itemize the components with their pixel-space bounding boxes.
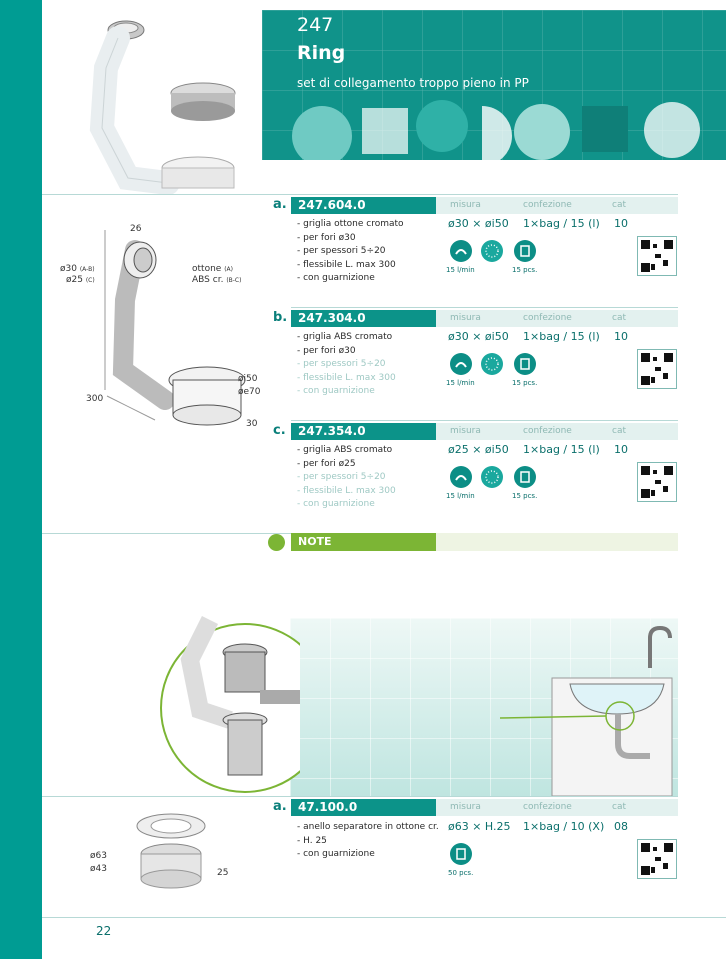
- product-b-features: [297, 331, 396, 399]
- divider: [42, 533, 291, 534]
- feature: - per spessori 5÷20: [297, 358, 396, 372]
- feature: - con guarnizione: [297, 848, 439, 862]
- dim-300: 300: [86, 394, 104, 404]
- product-c-flow: 15 l/min: [446, 492, 475, 500]
- feature: - con guarnizione: [297, 498, 396, 512]
- col-confezione: confezione: [523, 802, 572, 812]
- col-cat: cat: [612, 313, 626, 323]
- hero-shapes: [262, 96, 726, 160]
- bag-icon: [514, 240, 536, 262]
- accessory-cat: 08: [614, 820, 628, 833]
- product-a-misura: ø30 × øi50: [448, 217, 509, 230]
- series-subtitle: set di collegamento troppo pieno in PP: [297, 76, 529, 90]
- detail-zoom: [160, 600, 300, 800]
- product-b-code: 247.304.0: [291, 310, 436, 327]
- product-a-pcs: 15 pcs.: [512, 266, 538, 274]
- product-a-letter: a.: [273, 197, 287, 212]
- product-b-cat: 10: [614, 330, 628, 343]
- product-a-features: [297, 218, 404, 286]
- accessory-code: 47.100.0: [291, 799, 436, 816]
- col-misura: misura: [450, 802, 481, 812]
- feature: - per spessori 5÷20: [297, 471, 396, 485]
- label-d30: ø30 (A-B): [60, 264, 95, 274]
- product-b-misura: ø30 × øi50: [448, 330, 509, 343]
- label-d25: ø25 (C): [66, 275, 95, 285]
- product-b-letter: b.: [273, 310, 288, 325]
- divider: [42, 194, 678, 195]
- ring-photo: [125, 812, 220, 892]
- feature: - H. 25: [297, 835, 439, 849]
- feature: - flessibile L. max 300: [297, 485, 396, 499]
- bag-icon: [450, 843, 472, 865]
- divider: [291, 307, 678, 308]
- col-cat: cat: [612, 200, 626, 210]
- col-misura: misura: [450, 200, 481, 210]
- feature: - con guarnizione: [297, 385, 396, 399]
- accessory-confezione: 1×bag / 10 (X): [523, 820, 605, 833]
- page-number: 22: [96, 924, 112, 938]
- col-confezione: confezione: [523, 200, 572, 210]
- label-d43: ø43: [90, 864, 107, 874]
- feature: - griglia ABS cromato: [297, 444, 396, 458]
- divider: [291, 420, 678, 421]
- feature: - griglia ABS cromato: [297, 331, 396, 345]
- accessory-features: [297, 821, 439, 862]
- col-cat: cat: [612, 802, 626, 812]
- qr-code[interactable]: [637, 349, 677, 389]
- product-photo: [88, 8, 258, 198]
- feature: - per spessori 5÷20: [297, 245, 404, 259]
- accessory-misura: ø63 × H.25: [448, 820, 511, 833]
- product-c-cat: 10: [614, 443, 628, 456]
- footer-divider: [42, 917, 726, 918]
- dim-25: 25: [217, 868, 229, 878]
- accessory-letter: a.: [273, 799, 287, 814]
- product-c-confezione: 1×bag / 15 (l): [523, 443, 600, 456]
- label-d63: ø63: [90, 851, 107, 861]
- label-ottone: ottone (A): [192, 264, 233, 274]
- col-confezione: confezione: [523, 426, 572, 436]
- product-b-confezione: 1×bag / 15 (l): [523, 330, 600, 343]
- note-label: NOTE: [291, 533, 436, 551]
- tiles: [290, 618, 678, 796]
- label-de70: øe70: [238, 387, 261, 397]
- hero-header: [262, 10, 726, 160]
- product-b-pcs: 15 pcs.: [512, 379, 538, 387]
- bag-icon: [514, 353, 536, 375]
- side-strip: [0, 0, 42, 959]
- feature: - per fori ø25: [297, 458, 396, 472]
- accessory-pcs: 50 pcs.: [448, 869, 474, 877]
- qr-code[interactable]: [637, 236, 677, 276]
- qr-code[interactable]: [637, 839, 677, 879]
- feature: - per fori ø30: [297, 232, 404, 246]
- divider: [42, 796, 678, 797]
- feature: - con guarnizione: [297, 272, 404, 286]
- eu-icon: [481, 466, 503, 488]
- feature: - flessibile L. max 300: [297, 259, 404, 273]
- feature: - per fori ø30: [297, 345, 396, 359]
- series-name: Ring: [297, 42, 346, 64]
- product-a-flow: 15 l/min: [446, 266, 475, 274]
- label-di50: øi50: [238, 374, 258, 384]
- bag-icon: [514, 466, 536, 488]
- series-number: 247: [297, 14, 334, 36]
- qr-code[interactable]: [637, 462, 677, 502]
- eu-icon: [481, 240, 503, 262]
- label-abs: ABS cr. (B-C): [192, 275, 242, 285]
- note-bar: [436, 533, 678, 551]
- product-a-cat: 10: [614, 217, 628, 230]
- col-cat: cat: [612, 426, 626, 436]
- col-misura: misura: [450, 426, 481, 436]
- feature: - flessibile L. max 300: [297, 372, 396, 386]
- col-confezione: confezione: [523, 313, 572, 323]
- feature: - anello separatore in ottone cr.: [297, 821, 439, 835]
- eu-icon: [481, 353, 503, 375]
- product-b-flow: 15 l/min: [446, 379, 475, 387]
- product-c-code: 247.354.0: [291, 423, 436, 440]
- product-c-pcs: 15 pcs.: [512, 492, 538, 500]
- dim-26: 26: [130, 224, 142, 234]
- technical-drawing: [95, 220, 270, 445]
- product-c-misura: ø25 × øi50: [448, 443, 509, 456]
- feature: - griglia ottone cromato: [297, 218, 404, 232]
- flow-icon: [450, 353, 472, 375]
- product-c-features: [297, 444, 396, 512]
- dim-30: 30: [246, 419, 258, 429]
- installation-scene: [290, 618, 678, 796]
- flow-icon: [450, 466, 472, 488]
- product-a-code: 247.604.0: [291, 197, 436, 214]
- product-a-confezione: 1×bag / 15 (l): [523, 217, 600, 230]
- product-c-letter: c.: [273, 423, 286, 438]
- col-misura: misura: [450, 313, 481, 323]
- note-icon: [268, 534, 285, 551]
- flow-icon: [450, 240, 472, 262]
